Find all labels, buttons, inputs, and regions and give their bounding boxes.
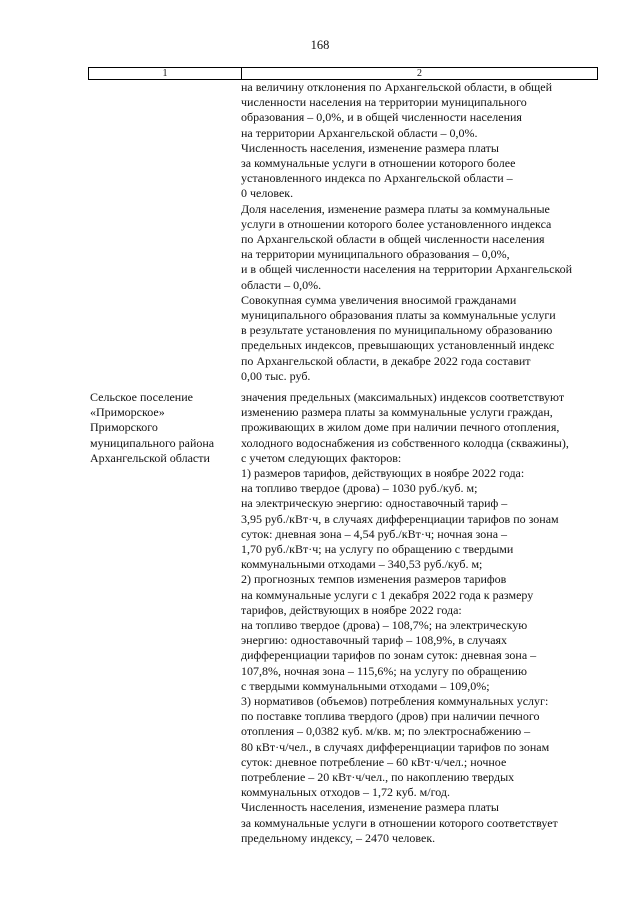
text-line: и в общей численности населения на территории Архангельской <box>241 262 573 277</box>
text-line: 1) размеров тарифов, действующих в ноябре 2022 года: <box>241 466 525 481</box>
settlement-description <box>241 390 606 846</box>
text-line: предельных индексов, превышающих установленный индекс <box>241 338 555 353</box>
text-line: с учетом следующих факторов: <box>241 450 402 465</box>
text-line: Доля населения, изменение размера платы за коммунальные <box>241 201 550 216</box>
settlement-name-line: Сельское поселение <box>90 390 193 404</box>
settlement-name-line: «Приморское» <box>90 405 165 420</box>
text-line: 0 человек. <box>241 186 294 201</box>
text-line: на топливо твердое (дрова) – 1030 руб./куб. м; <box>241 481 478 496</box>
text-line: проживающих в жилом доме при наличии печного отопления, <box>241 420 560 435</box>
text-line: Совокупная сумма увеличения вносимой гражданами <box>241 292 517 307</box>
text-line: тарифов, действующих в ноябре 2022 года: <box>241 602 462 617</box>
text-line: области – 0,0%. <box>241 277 322 292</box>
text-line: суток: дневное потребление – 60 кВт·ч/чел.; ночное <box>241 754 507 769</box>
settlement-name-line: Архангельской области <box>90 450 210 465</box>
table-header-col1: 1 <box>89 68 242 79</box>
continued-block <box>241 80 606 384</box>
text-line: холодного водоснабжения из собственного колодца (скважины), <box>241 435 569 450</box>
table-header-col2: 2 <box>417 68 422 79</box>
text-line: услуги в отношении которого более установленного индекса <box>241 216 552 231</box>
text-line: значения предельных (максимальных) индексов соответствуют <box>241 390 565 404</box>
text-line: с твердыми коммунальными отходами – 109,0%; <box>241 678 490 693</box>
text-line: образования – 0,0%, и в общей численности населения <box>241 110 522 125</box>
text-line: за коммунальные услуги в отношении которого соответствует <box>241 815 558 830</box>
text-line: по Архангельской области в общей численности населения <box>241 232 545 247</box>
text-line: 2) прогнозных темпов изменения размеров тарифов <box>241 572 507 587</box>
page-number: 168 <box>310 38 330 52</box>
settlement-name-line: муниципального района <box>90 435 215 450</box>
text-line: за коммунальные услуги в отношении которого более <box>241 156 516 171</box>
text-line: муниципального образования платы за коммунальные услуги <box>241 308 556 323</box>
text-line: в результате установления по муниципальному образованию <box>241 323 553 338</box>
text-line: 107,8%, ночная зона – 115,6%; на услугу по обращению <box>241 663 527 678</box>
text-line: предельному индексу, – 2470 человек. <box>241 830 436 845</box>
text-line: 3) нормативов (объемов) потребления коммунальных услуг: <box>241 694 549 709</box>
text-line: коммунальными отходами – 340,53 руб./куб. м; <box>241 557 483 572</box>
text-line: численности населения на территории муниципального <box>241 95 527 110</box>
text-line: энергию: одноставочный тариф – 108,9%, в случаях <box>241 633 508 648</box>
settlement-name <box>90 390 240 466</box>
text-line: на коммунальные услуги с 1 декабря 2022 года к размеру <box>241 587 534 602</box>
text-line: 3,95 руб./кВт·ч, в случаях дифференциации тарифов по зонам <box>241 511 559 526</box>
text-line: изменению размера платы за коммунальные услуги граждан, <box>241 405 553 420</box>
text-line: потребление – 20 кВт·ч/чел., по накоплению твердых <box>241 770 515 785</box>
text-line: на электрическую энергию: одноставочный тариф – <box>241 496 508 511</box>
text-line: дифференциации тарифов по зонам суток: дневная зона – <box>241 648 537 663</box>
text-line: 0,00 тыс. руб. <box>241 368 311 383</box>
text-line: установленного индекса по Архангельской области – <box>241 171 513 186</box>
text-line: 1,70 руб./кВт·ч; на услугу по обращению с твердыми <box>241 542 514 557</box>
settlement-name-line: Приморского <box>90 420 158 435</box>
text-line: Численность населения, изменение размера платы <box>241 800 499 815</box>
text-line: коммунальных отходов – 1,72 куб. м/год. <box>241 785 450 800</box>
table-header <box>88 67 598 80</box>
text-line: на территории муниципального образования – 0,0%, <box>241 247 510 262</box>
text-line: на территории Архангельской области – 0,0%. <box>241 125 478 140</box>
text-line: отопления – 0,0382 куб. м/кв. м; по электроснабжению – <box>241 724 531 739</box>
text-line: 80 кВт·ч/чел., в случаях дифференциации тарифов по зонам <box>241 739 550 754</box>
text-line: по поставке топлива твердого (дров) при наличии печного <box>241 709 540 724</box>
text-line: на топливо твердое (дрова) – 108,7%; на электрическую <box>241 618 528 633</box>
text-line: суток: дневная зона – 4,54 руб./кВт·ч; ночная зона – <box>241 526 508 541</box>
text-line: на величину отклонения по Архангельской области, в общей <box>241 80 553 94</box>
text-line: по Архангельской области, в декабре 2022 года составит <box>241 353 531 368</box>
text-line: Численность населения, изменение размера платы <box>241 140 499 155</box>
